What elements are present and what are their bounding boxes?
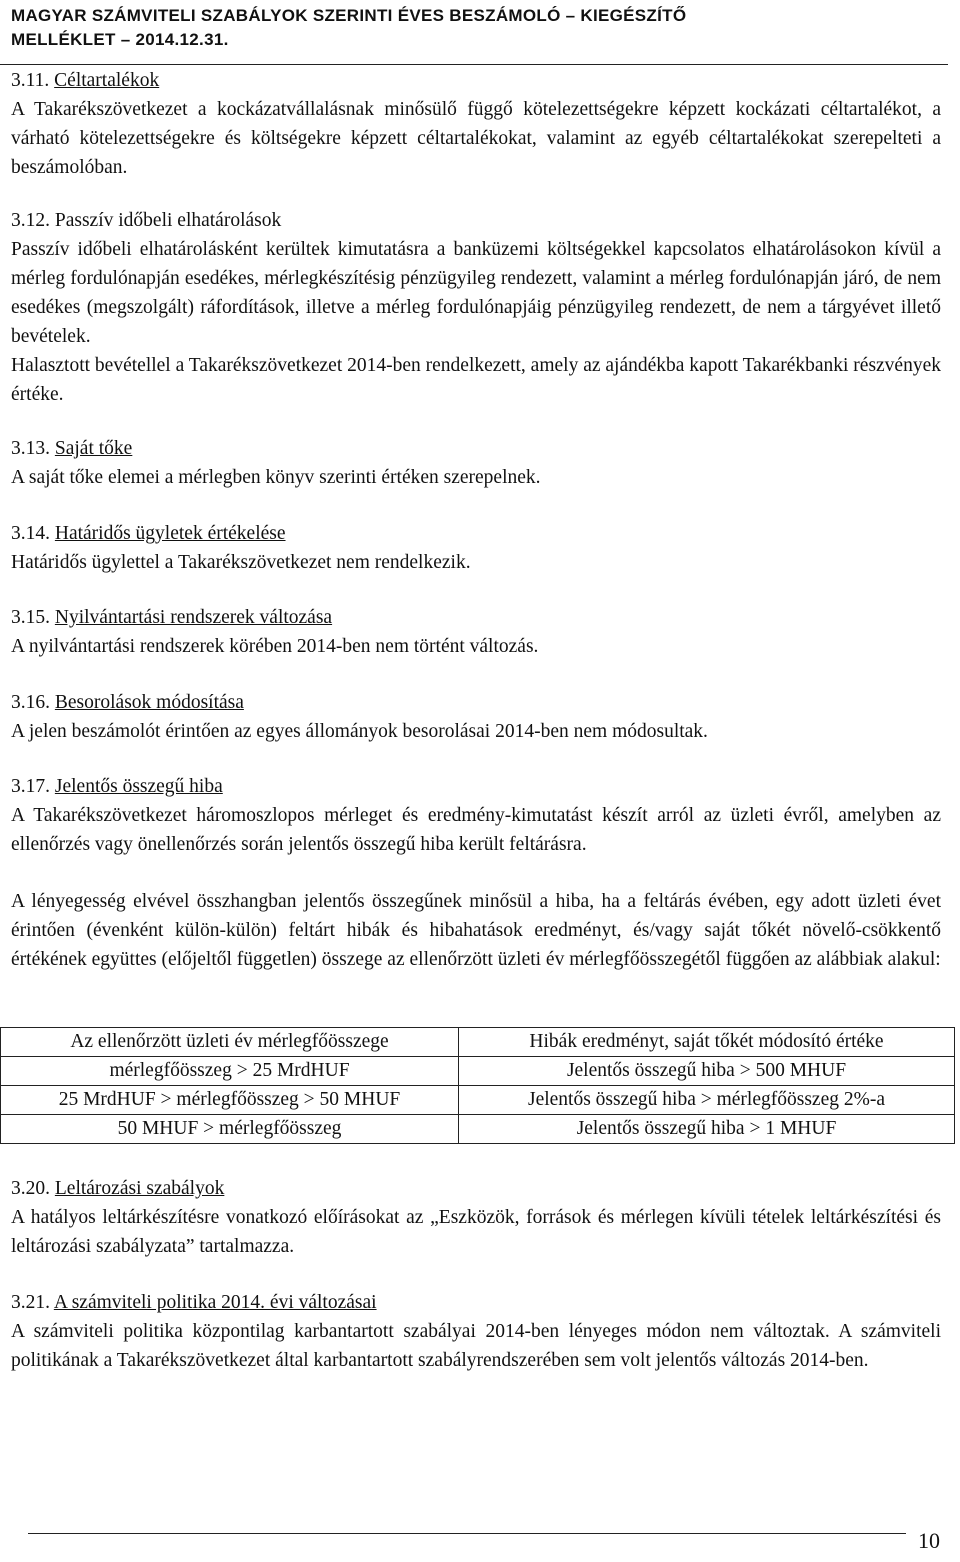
section-paragraph: A Takarékszövetkezet háromoszlopos mérleget és eredmény-kimutatást készít arról az üzleti évről, amelyben az ellenőrzés vagy önellenőrzés során jelentős összegű hiba került feltárásra. <box>11 805 941 855</box>
table-cell: Jelentős összegű hiba > 500 MHUF <box>459 1057 955 1086</box>
section-number: 3.16. <box>11 692 50 713</box>
table-row <box>1 1057 955 1086</box>
section-title: Saját tőke <box>54 438 133 459</box>
table-header-cell: Hibák eredményt, saját tőkét módosító értéke <box>459 1028 955 1057</box>
section-number: 3.13. <box>11 438 50 459</box>
document-header <box>11 4 949 52</box>
section-number: 3.12. <box>11 210 50 231</box>
section-paragraph: A saját tőke elemei a mérlegben könyv szerinti értéken szerepelnek. <box>11 467 541 488</box>
section-heading <box>11 688 941 717</box>
section-3-13 <box>11 434 941 492</box>
table-cell: 50 MHUF > mérlegfőösszeg <box>1 1115 459 1144</box>
table-header-cell: Az ellenőrzött üzleti év mérlegfőösszege <box>1 1028 459 1057</box>
section-title: Nyilvántartási rendszerek változása <box>54 607 333 628</box>
section-paragraph: A számviteli politika központilag karbantartott szabályai 2014-ben lényeges módon nem változtak. A számviteli politikának a Takarékszövetkezet által karbantartott szabályrendszerében sem volt jelentős változás 2014-ben. <box>11 1321 941 1371</box>
materiality-table <box>0 1027 955 1144</box>
section-number: 3.11. <box>11 70 50 91</box>
section-paragraph: A hatályos leltárkészítésre vonatkozó előírásokat az „Eszközök, források és mérlegen kívüli tételek leltárkészítési és leltározási szabályzata” tartalmazza. <box>11 1207 941 1257</box>
section-paragraph: A Takarékszövetkezet a kockázatvállalásnak minősülő függő kötelezettségekre képzett kockázati céltartalékot, a várható kötelezettségekre és költségekre képzett céltartalékokat, valamint az egyéb céltartalékokat szerepelteti a beszámolóban. <box>11 99 941 178</box>
section-paragraph: Határidős ügylettel a Takarékszövetkezet nem rendelkezik. <box>11 552 471 573</box>
section-3-16 <box>11 688 941 746</box>
section-paragraph-2: A lényegesség elvével összhangban jelentős összegűnek minősül a hiba, ha a feltárás évében, egy adott üzleti évet érintően (évenként külön-külön) feltárt hibák és hibahatások eredményt, és/vagy saját tőkét növelő-csökkentő értékének együttes (előjeltől független) összege az ellenőrzött üzleti év mérlegfőösszegétől függően az alábbiak alakul: <box>11 891 941 970</box>
section-number: 3.21. <box>11 1292 50 1313</box>
header-divider <box>0 64 948 65</box>
footer-divider <box>28 1533 906 1534</box>
section-3-15 <box>11 603 941 661</box>
section-heading <box>11 66 941 95</box>
section-title: Jelentős összegű hiba <box>54 776 223 797</box>
section-number: 3.17. <box>11 776 50 797</box>
table-cell: mérlegfőösszeg > 25 MrdHUF <box>1 1057 459 1086</box>
section-heading <box>11 206 941 235</box>
header-title-line-2: MELLÉKLET – 2014.12.31. <box>11 30 229 49</box>
section-title: Céltartalékok <box>54 70 160 91</box>
section-3-14 <box>11 519 941 577</box>
section-number: 3.14. <box>11 523 50 544</box>
section-paragraph-2: Halasztott bevétellel a Takarékszövetkezet 2014-ben rendelkezett, amely az ajándékba kapott Takarékbanki részvények értéke. <box>11 355 941 405</box>
section-number: 3.20. <box>11 1178 50 1199</box>
table-row <box>1 1086 955 1115</box>
section-title: Határidős ügyletek értékelése <box>54 523 286 544</box>
section-heading <box>11 1174 941 1203</box>
section-title: Besorolások módosítása <box>54 692 244 713</box>
table-cell: Jelentős összegű hiba > mérlegfőösszeg 2%-a <box>459 1086 955 1115</box>
section-title: A számviteli politika 2014. évi változásai <box>53 1292 377 1313</box>
section-paragraph: Passzív időbeli elhatárolásként kerültek kimutatásra a banküzemi költségekkel kapcsolatos elhatárolásokon kívül a mérleg fordulónapján esedékes, mérlegkészítésig pénzügyileg rendezett, valamint a mérleg fordulónapján járó, de nem esedékes (megszolgált) ráfordítások, illetve a mérleg fordulónapjáig pénzügyileg rendezett, de nem a tárgyévet illető bevételek. <box>11 239 941 347</box>
section-heading <box>11 519 941 548</box>
section-heading <box>11 772 941 801</box>
section-title: Leltározási szabályok <box>54 1178 225 1199</box>
section-paragraph: A nyilvántartási rendszerek körében 2014-ben nem történt változás. <box>11 636 539 657</box>
section-3-20 <box>11 1174 941 1261</box>
section-3-21 <box>11 1288 941 1375</box>
section-3-17 <box>11 772 941 974</box>
section-number: 3.15. <box>11 607 50 628</box>
table-row <box>1 1115 955 1144</box>
section-paragraph: A jelen beszámolót érintően az egyes állományok besorolásai 2014-ben nem módosultak. <box>11 721 708 742</box>
section-heading <box>11 1288 941 1317</box>
section-heading <box>11 603 941 632</box>
section-3-11 <box>11 66 941 182</box>
page-number: 10 <box>918 1528 940 1553</box>
table-cell: Jelentős összegű hiba > 1 MHUF <box>459 1115 955 1144</box>
section-heading <box>11 434 941 463</box>
section-3-12 <box>11 206 941 409</box>
header-title-line-1: MAGYAR SZÁMVITELI SZABÁLYOK SZERINTI ÉVES BESZÁMOLÓ – KIEGÉSZÍTŐ <box>11 6 687 25</box>
table-header-row <box>1 1028 955 1057</box>
section-title: Passzív időbeli elhatárolások <box>54 210 282 231</box>
table-cell: 25 MrdHUF > mérlegfőösszeg > 50 MHUF <box>1 1086 459 1115</box>
